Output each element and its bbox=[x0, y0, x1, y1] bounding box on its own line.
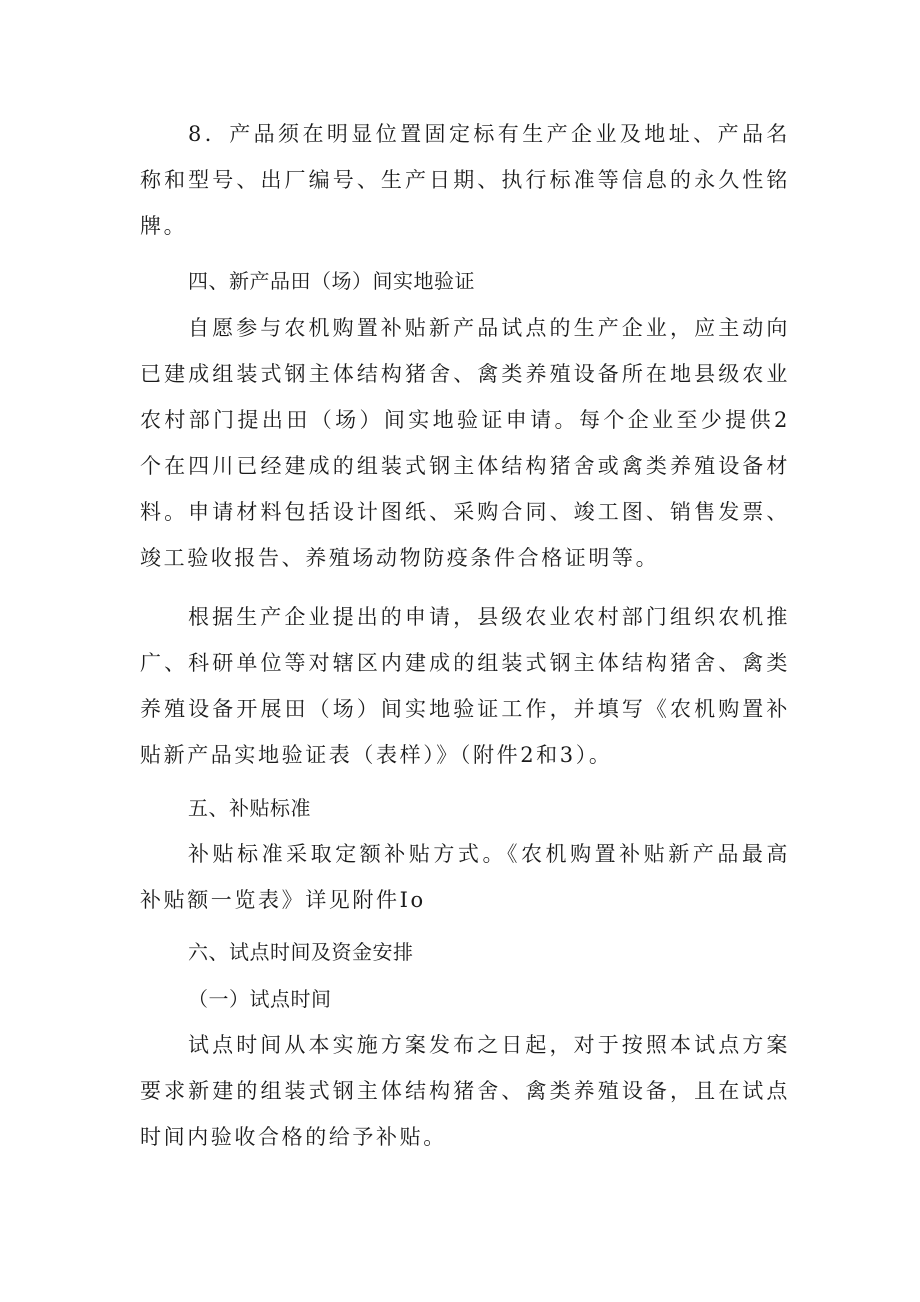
section-6-heading: 六、试点时间及资金安排 bbox=[188, 940, 414, 964]
item-8-paragraph: 8．产品须在明显位置固定标有生产企业及地址、产品名称和型号、出厂编号、生产日期、执行标准等信息的永久性铭牌。 bbox=[140, 122, 790, 238]
section-6-sub-1-heading: （一）试点时间 bbox=[188, 987, 332, 1011]
section-6-sub-1-paragraph: 试点时间从本实施方案发布之日起，对于按照本试点方案要求新建的组装式钢主体结构猪舍、禽类养殖设备，且在试点时间内验收合格的给予补贴。 bbox=[140, 1033, 790, 1149]
section-4-paragraph-2: 根据生产企业提出的申请，县级农业农村部门组织农机推广、科研单位等对辖区内建成的组装式钢主体结构猪舍、禽类养殖设备开展田（场）间实地验证工作，并填写《农机购置补贴新产品实地验证表（表样）》（附件2和3）。 bbox=[140, 605, 790, 767]
section-5-paragraph: 补贴标准采取定额补贴方式。《农机购置补贴新产品最高补贴额一览表》详见附件Io bbox=[140, 842, 790, 912]
section-4-paragraph-1: 自愿参与农机购置补贴新产品试点的生产企业，应主动向已建成组装式钢主体结构猪舍、禽类养殖设备所在地县级农业农村部门提出田（场）间实地验证申请。每个企业至少提供2个在四川已经建成的组装式钢主体结构猪舍或禽类养殖设备材料。申请材料包括设计图纸、采购合同、竣工图、销售发票、竣工验收报告、养殖场动物防疫条件合格证明等。 bbox=[140, 316, 790, 570]
section-5-heading: 五、补贴标准 bbox=[188, 796, 311, 820]
section-4-heading: 四、新产品田（场）间实地验证 bbox=[188, 269, 475, 293]
